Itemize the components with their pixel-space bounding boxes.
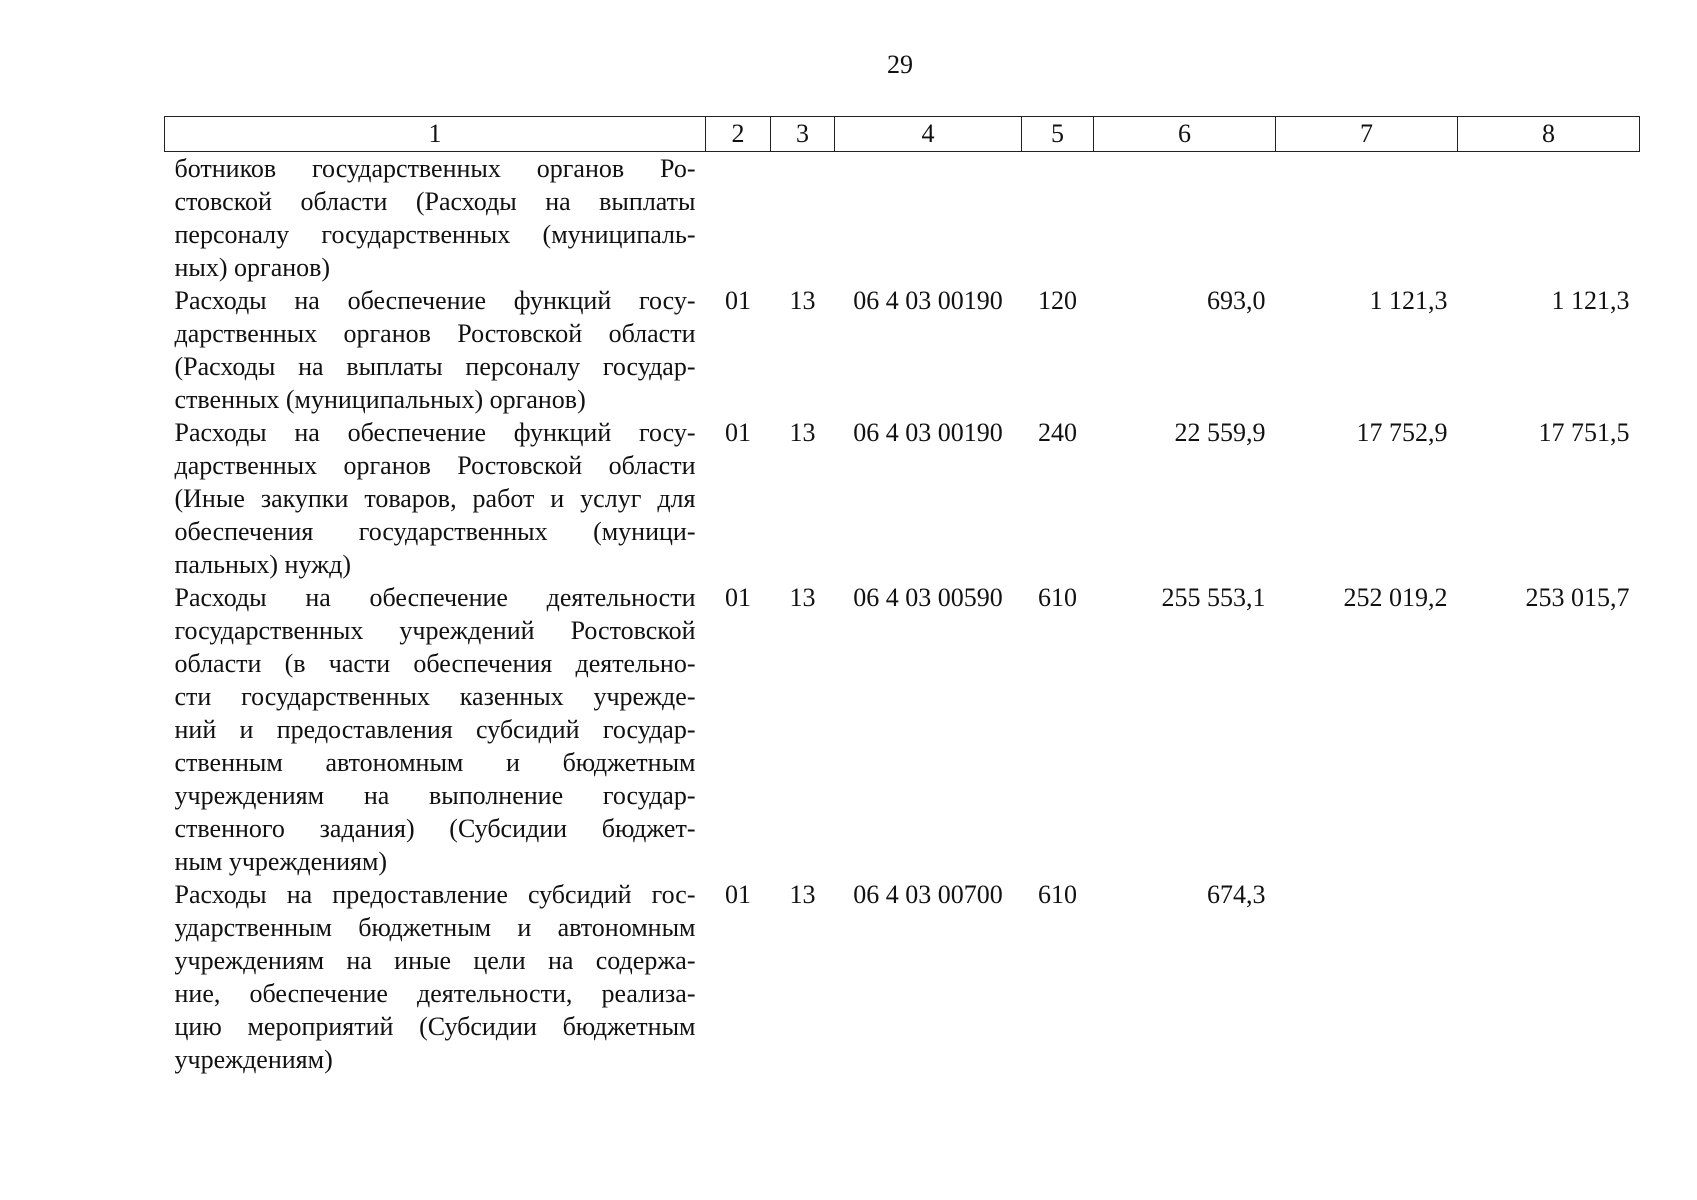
budget-table bbox=[164, 116, 1640, 1076]
expense-type-cell bbox=[1022, 152, 1094, 285]
description-line: дарственных органов Ростовской области bbox=[174, 451, 696, 480]
amount-year1-cell bbox=[1094, 152, 1276, 285]
description-line: ственных (муниципальных) органов) bbox=[174, 385, 586, 414]
row-description-cell bbox=[165, 581, 706, 878]
header-col-5: 5 bbox=[1022, 117, 1094, 152]
table-body bbox=[165, 152, 1640, 1077]
amount-year3-cell: 253 015,7 bbox=[1525, 583, 1630, 612]
description-line: дарственных органов Ростовской области bbox=[174, 319, 696, 348]
row-description-cell bbox=[165, 416, 706, 581]
description-line: ственного задания) (Субсидии бюджет- bbox=[174, 814, 696, 843]
column-number-header bbox=[165, 117, 1640, 152]
description-line: учреждениям на выполнение государ- bbox=[174, 781, 696, 810]
description-line: сти государственных казенных учрежде- bbox=[174, 682, 696, 711]
description-line: государственных учреждений Ростовской bbox=[174, 616, 696, 645]
description-line: Расходы на обеспечение деятельности bbox=[174, 583, 696, 612]
amount-year2-cell: 1 121,3 bbox=[1369, 286, 1448, 315]
subsection-code-cell: 13 bbox=[789, 583, 816, 612]
amount-year3-cell bbox=[1458, 152, 1640, 285]
amount-year2-cell bbox=[1276, 878, 1458, 1076]
header-col-7: 7 bbox=[1276, 117, 1458, 152]
table-row bbox=[165, 152, 1640, 285]
target-article-cell: 06 4 03 00590 bbox=[853, 583, 1003, 612]
header-col-2: 2 bbox=[706, 117, 771, 152]
description-line: стовской области (Расходы на выплаты bbox=[174, 187, 696, 216]
description-line: (Иные закупки товаров, работ и услуг для bbox=[174, 484, 696, 513]
header-col-8: 8 bbox=[1458, 117, 1640, 152]
section-code-cell: 01 bbox=[725, 583, 751, 612]
description-line: Расходы на обеспечение функций госу- bbox=[174, 418, 696, 447]
expense-type-cell: 120 bbox=[1038, 286, 1077, 315]
amount-year3-cell: 17 751,5 bbox=[1538, 418, 1630, 447]
table-row bbox=[165, 878, 1640, 1076]
description-line: ударственным бюджетным и автономным bbox=[174, 913, 696, 942]
description-line: учреждениям) bbox=[174, 1045, 333, 1074]
table-row bbox=[165, 284, 1640, 416]
description-line: учреждениям на иные цели на содержа- bbox=[174, 946, 696, 975]
subsection-code-cell: 13 bbox=[789, 286, 816, 315]
description-line: ботников государственных органов Ро- bbox=[174, 154, 696, 183]
header-col-1: 1 bbox=[165, 117, 706, 152]
description-line: цию мероприятий (Субсидии бюджетным bbox=[174, 1012, 696, 1041]
expense-type-cell: 610 bbox=[1038, 880, 1077, 909]
description-line: персоналу государственных (муниципаль- bbox=[174, 220, 696, 249]
target-article-cell: 06 4 03 00700 bbox=[853, 880, 1003, 909]
subsection-code-cell: 13 bbox=[789, 418, 816, 447]
amount-year1-cell: 255 553,1 bbox=[1161, 583, 1266, 612]
amount-year2-cell: 252 019,2 bbox=[1343, 583, 1448, 612]
table-row bbox=[165, 416, 1640, 581]
header-col-3: 3 bbox=[771, 117, 835, 152]
expense-type-cell: 240 bbox=[1038, 418, 1077, 447]
description-line: ным учреждениям) bbox=[174, 847, 388, 876]
section-code-cell: 01 bbox=[725, 880, 751, 909]
description-line: ний и предоставления субсидий государ- bbox=[174, 715, 696, 744]
description-line: ственным автономным и бюджетным bbox=[174, 748, 696, 777]
section-code-cell: 01 bbox=[725, 286, 751, 315]
description-line: Расходы на предоставление субсидий гос- bbox=[174, 880, 696, 909]
amount-year1-cell: 693,0 bbox=[1207, 286, 1266, 315]
description-line: ние, обеспечение деятельности, реализа- bbox=[174, 979, 696, 1008]
target-article-cell: 06 4 03 00190 bbox=[853, 418, 1003, 447]
amount-year1-cell: 22 559,9 bbox=[1174, 418, 1266, 447]
header-col-6: 6 bbox=[1094, 117, 1276, 152]
section-code-cell bbox=[706, 152, 771, 285]
amount-year3-cell: 1 121,3 bbox=[1551, 286, 1630, 315]
amount-year2-cell: 17 752,9 bbox=[1356, 418, 1448, 447]
amount-year1-cell: 674,3 bbox=[1207, 880, 1266, 909]
description-line: (Расходы на выплаты персоналу государ- bbox=[174, 352, 696, 381]
description-line: обеспечения государственных (муници- bbox=[174, 517, 696, 546]
description-line: Расходы на обеспечение функций госу- bbox=[174, 286, 696, 315]
description-line: пальных) нужд) bbox=[174, 550, 351, 579]
expense-type-cell: 610 bbox=[1038, 583, 1077, 612]
section-code-cell: 01 bbox=[725, 418, 751, 447]
row-description-cell bbox=[165, 878, 706, 1076]
subsection-code-cell bbox=[771, 152, 835, 285]
amount-year2-cell bbox=[1276, 152, 1458, 285]
description-line: области (в части обеспечения деятельно- bbox=[174, 649, 696, 678]
target-article-cell bbox=[835, 152, 1022, 285]
target-article-cell: 06 4 03 00190 bbox=[853, 286, 1003, 315]
subsection-code-cell: 13 bbox=[789, 880, 816, 909]
header-col-4: 4 bbox=[835, 117, 1022, 152]
page-number: 29 bbox=[887, 50, 913, 79]
row-description-cell bbox=[165, 152, 706, 285]
row-description-cell bbox=[165, 284, 706, 416]
description-line: ных) органов) bbox=[174, 253, 331, 282]
amount-year3-cell bbox=[1458, 878, 1640, 1076]
table-row bbox=[165, 581, 1640, 878]
